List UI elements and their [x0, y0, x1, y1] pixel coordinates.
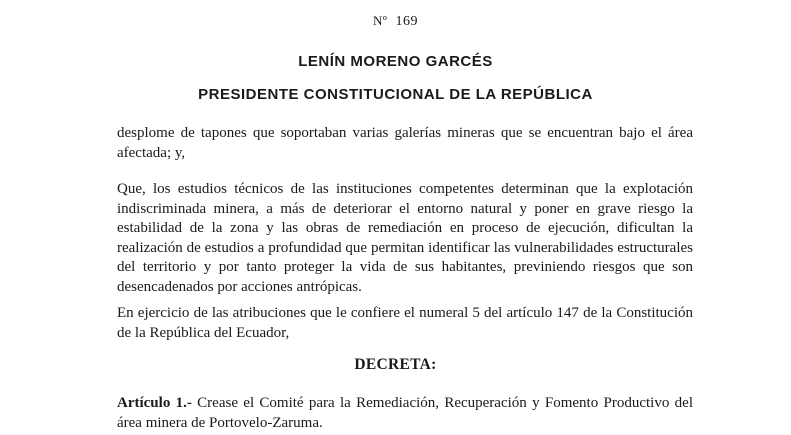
president-title: PRESIDENTE CONSTITUCIONAL DE LA REPÚBLICA: [198, 86, 593, 103]
paragraph-considerando: Que, los estudios técnicos de las instituciones competentes determinan que la explotación indiscriminada minera, a más de deteriorar el entorno natural y poner en grave riesgo la estabilidad de la zona y las obras de remediación en proceso de ejecución, dificultan la realización de estudios a profundidad que permitan identificar las vulnerabilidades estructurales del territorio y por tanto proteger la vida de sus habitantes, previniendo riesgos que son desencadenados por acciones antrópicas.: [117, 181, 693, 295]
article-1: [117, 394, 693, 433]
article-1-label: Artículo 1.-: [117, 395, 192, 411]
decree-number: [0, 13, 791, 30]
paragraph-attributions: En ejercicio de las atribuciones que le confiere el numeral 5 del artículo 147 de la Constitución de la República del Ecuador,: [117, 305, 693, 341]
article-1-text: Crease el Comité para la Remediación, Recuperación y Fomento Productivo del área minera de Portovelo-Zaruma.: [117, 395, 693, 431]
decree-heading: DECRETA:: [354, 356, 437, 373]
number-prefix: Nº: [373, 13, 388, 28]
paragraph-continuation: desplome de tapones que soportaban varias galerías mineras que se encuentran bajo el área afectada; y,: [117, 125, 693, 161]
number-value: 169: [395, 14, 418, 29]
president-name: LENÍN MORENO GARCÉS: [298, 53, 493, 70]
